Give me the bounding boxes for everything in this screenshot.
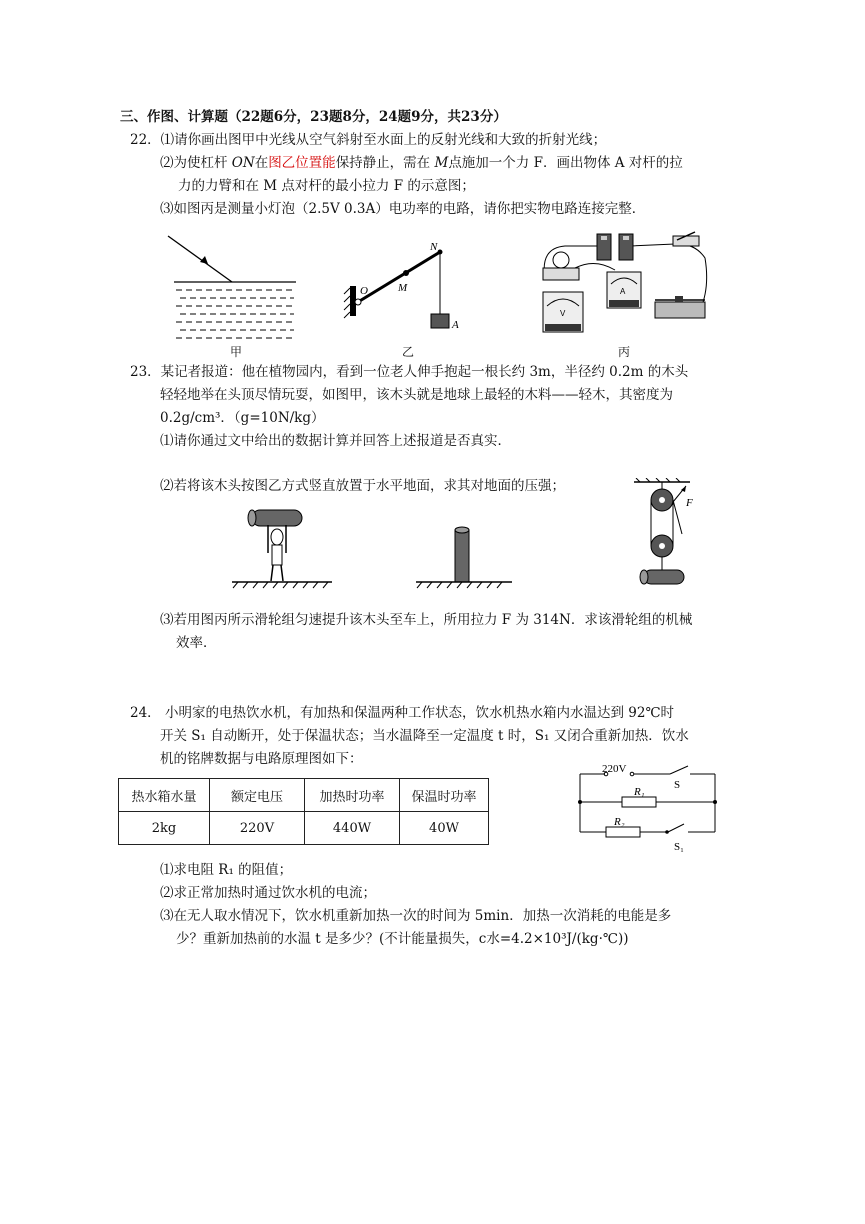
label-O: O: [360, 285, 368, 297]
q22-line4: ⑶如图丙是测量小灯泡（2.5V 0.3A）电功率的电路，请你把实物电路连接完整．: [160, 201, 646, 217]
circuit-s1-label: S₁: [674, 841, 684, 853]
circuit-voltage-label: 220V: [602, 763, 627, 775]
spec-table-value-row: [119, 812, 489, 845]
q24-line3: 机的铭牌数据与电路原理图如下：: [160, 751, 363, 767]
figure-upright-log: [412, 525, 517, 590]
figure-bing-circuit: [535, 228, 715, 343]
figure-yi-lever: [340, 238, 470, 343]
spec-value-capacity: 2kg: [119, 812, 210, 845]
caption-yi: 乙: [402, 345, 415, 359]
spec-header-voltage: 额定电压: [210, 779, 305, 812]
label-F: F: [686, 497, 693, 509]
q23-line3: 0.2g/cm³．（g=10N/kg）: [160, 410, 325, 426]
circuit-r1-label: R₁: [634, 786, 645, 798]
section-title: 三、作图、计算题（22题6分，23题8分，24题9分，共23分）: [120, 109, 507, 125]
q23-sub1: ⑴请你通过文中给出的数据计算并回答上述报道是否真实．: [160, 433, 511, 449]
q24-line1: 24． 小明家的电热饮水机，有加热和保温两种工作状态，饮水机热水箱内水温达到 92℃时: [130, 705, 675, 721]
spec-value-keep-power: 40W: [400, 812, 489, 845]
spec-header-keep-power: 保温时功率: [400, 779, 489, 812]
q24-line2: 开关 S₁ 自动断开，处于保温状态；当水温降至一定温度 t 时，S₁ 又闭合重新加热．饮水: [160, 728, 689, 744]
spec-value-voltage: 220V: [210, 812, 305, 845]
q22-line2: [160, 154, 683, 172]
circuit-s-label: S: [674, 779, 681, 791]
q22-line2-a: ⑵为使杠杆: [160, 155, 232, 171]
q22-line2-on: ON: [231, 155, 255, 171]
q22-line2-c: 保持静止，需在: [335, 155, 435, 171]
q24-sub3b: 少？重新加热前的水温 t 是多少？(不计能量损失，c水=4.2×10³J/(kg·℃)): [176, 931, 629, 947]
spec-header-capacity: 热水箱水量: [119, 779, 210, 812]
label-M: M: [398, 282, 408, 294]
caption-bing: 丙: [618, 345, 631, 359]
q24-sub3a: ⑶在无人取水情况下，饮水机重新加热一次的时间为 5min．加热一次消耗的电能是多: [160, 908, 672, 924]
voltmeter-label: V: [560, 309, 566, 318]
figure-pulley: [630, 478, 710, 590]
figure-jia-water: [160, 232, 300, 344]
figure-person-log: [228, 505, 338, 590]
q23-line2: 轻轻地举在头顶尽情玩耍，如图甲，该木头就是地球上最轻的木料——轻木，其密度为: [160, 387, 673, 403]
spec-table-header-row: [119, 779, 489, 812]
q24-sub2: ⑵求正常加热时通过饮水机的电流；: [160, 885, 376, 901]
q23-sub3b: 效率．: [176, 635, 217, 651]
label-A: A: [452, 319, 459, 331]
spec-table: [118, 778, 489, 845]
q23-sub2: ⑵若将该木头按图乙方式竖直放置于水平地面，求其对地面的压强；: [160, 478, 565, 494]
label-N: N: [430, 241, 438, 253]
q23-line1: 23．某记者报道：他在植物园内，看到一位老人伸手抱起一根长约 3m，半径约 0.2m 的木头: [130, 364, 689, 380]
circuit-diagram: [570, 762, 720, 854]
spec-header-heat-power: 加热时功率: [305, 779, 400, 812]
spec-value-heat-power: 440W: [305, 812, 400, 845]
q24-sub1: ⑴求电阻 R₁ 的阻值；: [160, 862, 293, 878]
circuit-r2-label: R₂: [614, 816, 625, 828]
caption-jia: 甲: [230, 345, 243, 359]
ammeter-label: A: [620, 287, 626, 296]
q22-line2-red: 图乙位置能: [268, 155, 336, 171]
q23-sub3a: ⑶若用图丙所示滑轮组匀速提升该木头至车上，所用拉力 F 为 314N．求该滑轮组的机械: [160, 612, 693, 628]
q22-line3: 力的力臂和在 M 点对杆的最小拉力 F 的示意图；: [178, 178, 475, 194]
q22-line2-m: M: [434, 155, 449, 171]
q22-line1: 22．⑴请你画出图甲中光线从空气斜射至水面上的反射光线和大致的折射光线；: [130, 132, 607, 148]
q22-line2-d: 点施加一个力 F．画出物体 A 对杆的拉: [448, 155, 683, 171]
q22-line2-b: 在: [254, 155, 269, 171]
